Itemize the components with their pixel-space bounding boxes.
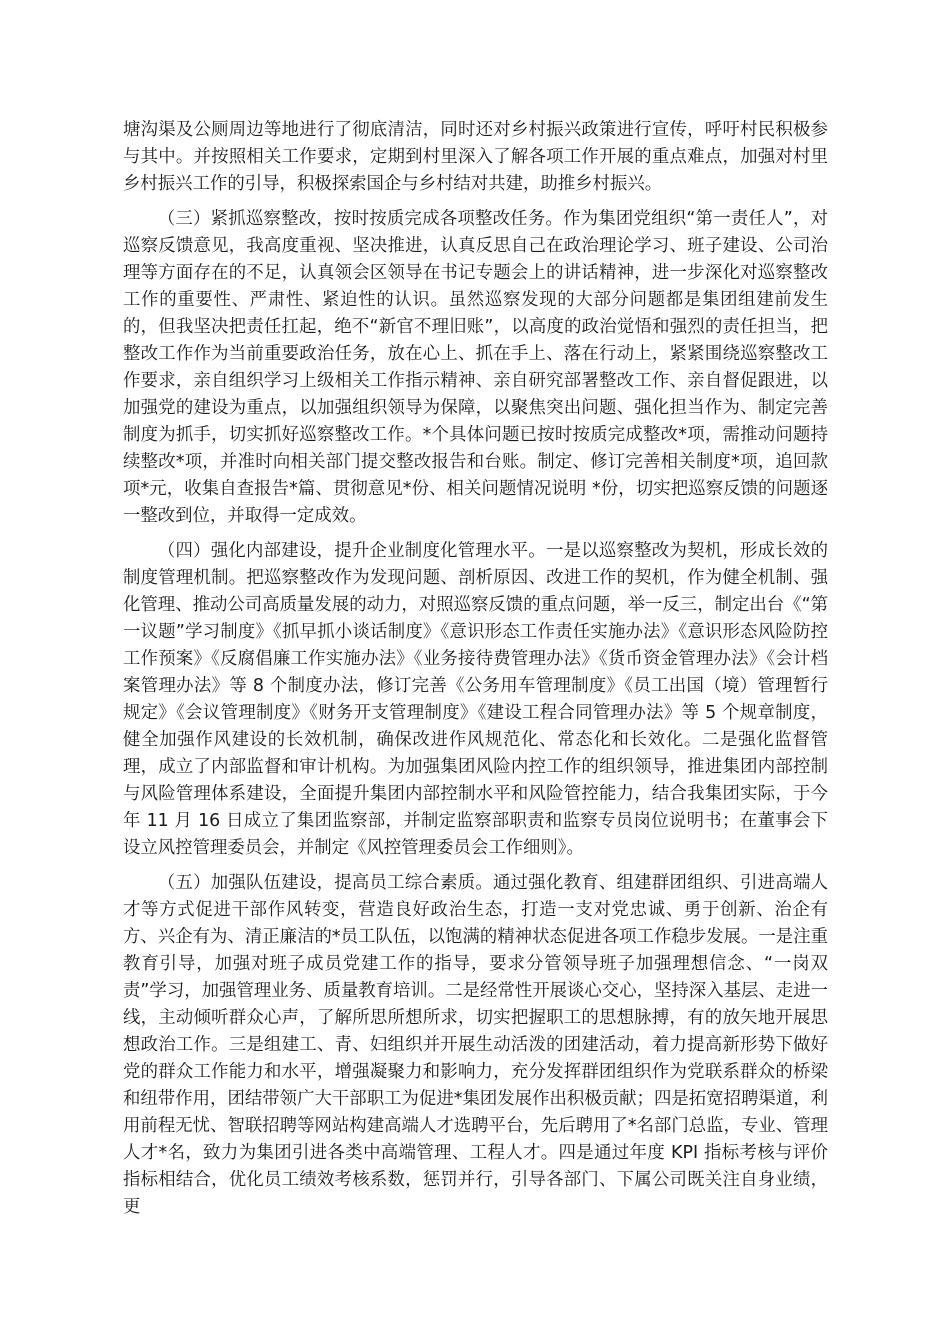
document-page [123,117,828,1229]
paragraph-inspection-rectification: （三）紧抓巡察整改，按时按质完成各项整改任务。作为集团党组织“第一责任人”，对巡察反馈意见，我高度重视、坚决推进，认真反思自己在政治理论学习、班子建设、公司治理等方面存在的不足，认真领会区领导在书记专题会上的讲话精神，进一步深化对巡察整改工作的重要性、严肃性、紧迫性的认识。虽然巡察发现的大部分问题都是集团组建前发生的，但我坚决把责任扛起，绝不“新官不理旧账”，以高度的政治觉悟和强烈的责任担当，把整改工作作为当前重要政治任务，放在心上、抓在手上、落在行动上，紧紧围绕巡察整改工作要求，亲自组织学习上级相关工作指示精神、亲自研究部署整改工作、亲自督促跟进，以加强党的建设为重点，以加强组织领导为保障，以聚焦突出问题、强化担当作为、制定完善制度为抓手，切实抓好巡察整改工作。*个具体问题已按时按质完成整改*项，需推动问题持续整改*项，并准时向相关部门提交整改报告和台账。制定、修订完善相关制度*项，追回款项*元，收集自查报告*篇、贯彻意见*份、相关问题情况说明 *份，切实把巡察反馈的问题逐一整改到位，并取得一定成效。 [123,209,828,526]
paragraph-continuation: 塘沟渠及公厕周边等地进行了彻底清洁，同时还对乡村振兴政策进行宣传，呼吁村民积极参与其中。并按照相关工作要求，定期到村里深入了解各项工作开展的重点难点，加强对村里乡村振兴工作的引导，积极探索国企与乡村结对共建，助推乡村振兴。 [123,120,828,194]
paragraph-team-building: （五）加强队伍建设，提高员工综合素质。通过强化教育、组建群团组织、引进高端人才等方式促进干部作风转变，营造良好政治生态，打造一支对党忠诚、勇于创新、治企有方、兴企有为、清正廉洁的*员工队伍，以饱满的精神状态促进各项工作稳步发展。一是注重教育引导，加强对班子成员党建工作的指导，要求分管领导班子加强理想信念、“一岗双责”学习，加强管理业务、质量教育培训。二是经常性开展谈心交心，坚持深入基层、走进一线，主动倾听群众心声，了解所思所想所求，切实把握职工的思想脉搏，有的放矢地开展思想政治工作。三是组建工、青、妇组织并开展生动活泼的团建活动，着力提高新形势下做好党的群众工作能力和水平，增强凝聚力和影响力，充分发挥群团组织作为党联系群众的桥梁和纽带作用，团结带领广大干部职工为促进*集团发展作出积极贡献；四是拓宽招聘渠道，利用前程无忧、智联招聘等网站构建高端人才选聘平台，先后聘用了*名部门总监，专业、管理人才*名，致力为集团引进各类中高端管理、工程人才。四是通过年度 KPI 指标考核与评价指标相结合，优化员工绩效考核系数，惩罚并行，引导各部门、下属公司既关注自身业绩，更 [123,873,828,1217]
paragraph-internal-construction: （四）强化内部建设，提升企业制度化管理水平。一是以巡察整改为契机，形成长效的制度管理机制。把巡察整改作为发现问题、剖析原因、改进工作的契机，作为健全机制、强化管理、推动公司高质量发展的动力，对照巡察反馈的重点问题，举一反三，制定出台《“第一议题”学习制度》《抓早抓小谈话制度》《意识形态工作责任实施办法》《意识形态风险防控工作预案》《反腐倡廉工作实施办法》《业务接待费管理办法》《货币资金管理办法》《会计档案管理办法》等 8 个制度办法，修订完善《公务用车管理制度》《员工出国（境）管理暂行规定》《会议管理制度》《财务开支管理制度》《建设工程合同管理办法》等 5 个规章制度，健全加强作风建设的长效机制，确保改进作风规范化、常态化和长效化。二是强化监督管理，成立了内部监督和审计机构。为加强集团风险内控工作的组织领导，推进集团内部控制与风险管理体系建设，全面提升集团内部控制水平和风险管控能力，结合我集团实际，于今年 11 月 16 日成立了集团监察部，并制定监察部职责和监察专员岗位说明书；在董事会下设立风控管理委员会，并制定《风控管理委员会工作细则》。 [123,541,828,858]
